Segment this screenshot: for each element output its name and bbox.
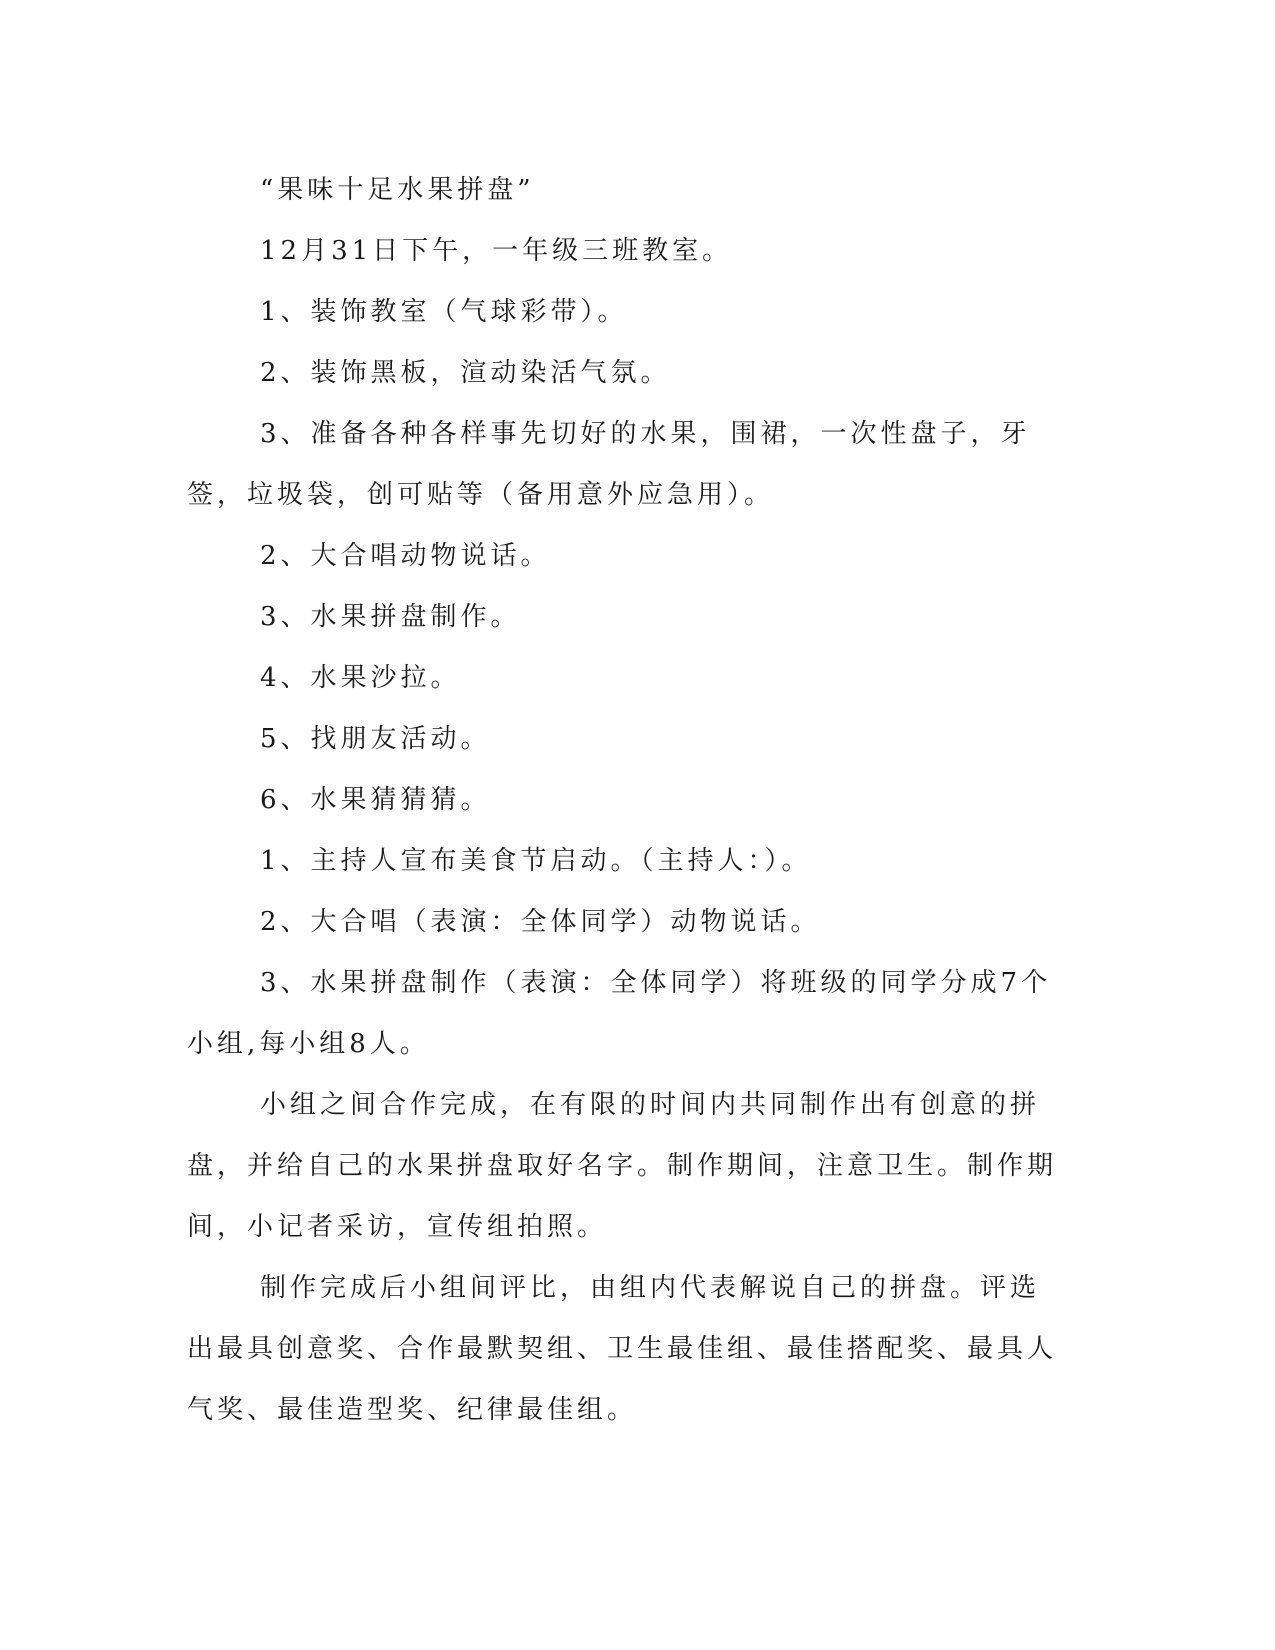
paragraph-awards: 制作完成后小组间评比，由组内代表解说自己的拼盘。评选出最具创意奖、合作最默契组、卫生最佳组、最佳搭配奖、最具人气奖、最佳造型奖、纪律最佳组。 (187, 1273, 1058, 1425)
paragraph-program-2: 2、大合唱动物说话。 (260, 541, 551, 571)
paragraph-group-work: 小组之间合作完成，在有限的时间内共同制作出有创意的拼盘，并给自己的水果拼盘取好名字。制作期间，注意卫生。制作期间，小记者采访，宣传组拍照。 (187, 1090, 1058, 1242)
paragraph-prep-2: 2、装饰黑板，渲动染活气氛。 (260, 358, 671, 388)
paragraph-prep-3: 3、准备各种各样事先切好的水果，围裙，一次性盘子，牙签，垃圾袋，创可贴等（备用意外应急用）。 (187, 419, 1031, 510)
document-body (187, 160, 1067, 1441)
paragraph-title: “果味十足水果拼盘” (260, 175, 535, 205)
paragraph-process-3: 3、水果拼盘制作（表演：全体同学）将班级的同学分成7个小组,每小组8人。 (187, 968, 1052, 1059)
paragraph-program-3: 3、水果拼盘制作。 (260, 602, 521, 632)
paragraph-time-place: 12月31日下午，一年级三班教室。 (260, 236, 733, 266)
paragraph-process-1: 1、主持人宣布美食节启动。（主持人：）。 (260, 846, 812, 876)
paragraph-program-6: 6、水果猜猜猜。 (260, 785, 491, 815)
paragraph-program-4: 4、水果沙拉。 (260, 663, 461, 693)
paragraph-program-5: 5、找朋友活动。 (260, 724, 491, 754)
paragraph-prep-1: 1、装饰教室（气球彩带）。 (260, 297, 628, 327)
paragraph-process-2: 2、大合唱（表演：全体同学）动物说话。 (260, 907, 821, 937)
